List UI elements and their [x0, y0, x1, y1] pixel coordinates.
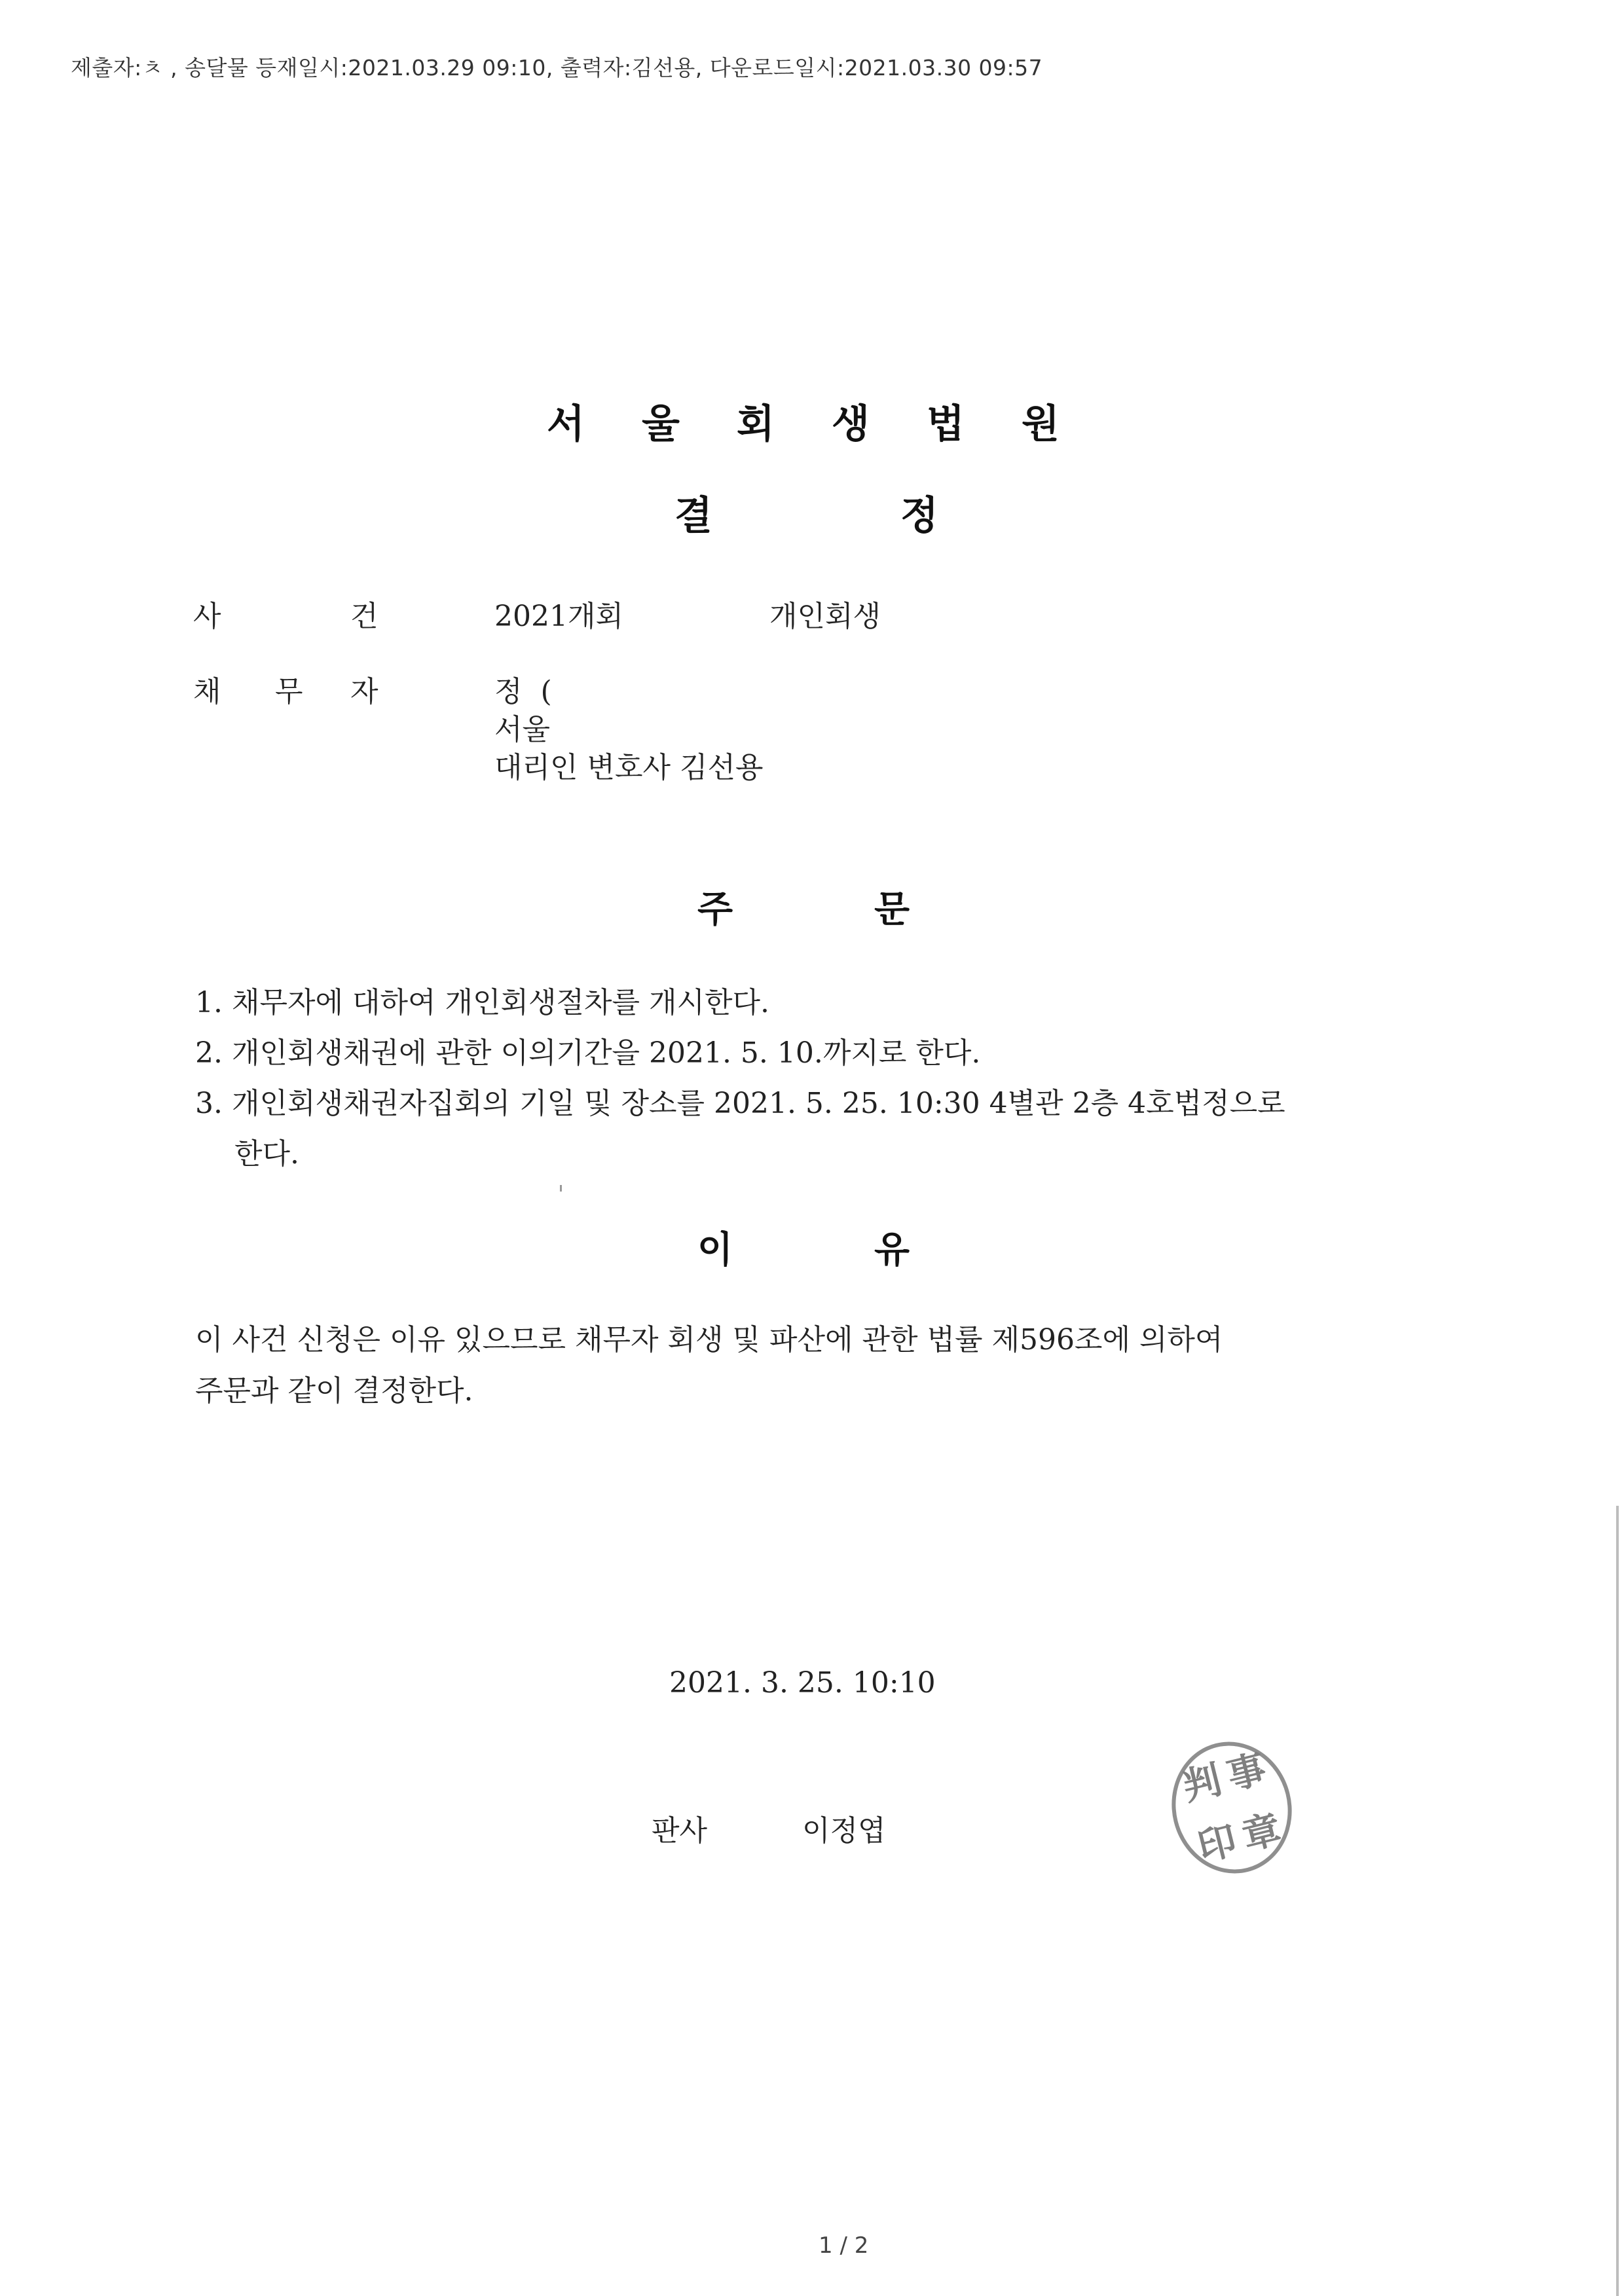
- order-item: 1. 채무자에 대하여 개인회생절차를 개시한다.: [195, 986, 769, 1019]
- seal-char: 印: [1193, 1817, 1241, 1870]
- seal-char: 事: [1223, 1745, 1270, 1798]
- reason-line: 주문과 같이 결정한다.: [195, 1374, 473, 1408]
- case-label-char: 건: [350, 600, 378, 633]
- doc-type-char: 결: [674, 493, 712, 539]
- debtor-label-char: 채: [193, 675, 221, 708]
- order-item-continuation: 한다.: [234, 1137, 299, 1171]
- court-name-char: 울: [642, 401, 680, 447]
- debtor-name: 정 (: [494, 675, 552, 708]
- reason-heading-char: 이: [697, 1229, 733, 1271]
- court-name-char: 원: [1022, 401, 1060, 447]
- page-number: 1 / 2: [819, 2232, 869, 2259]
- judge-seal-stamp: [1158, 1729, 1305, 1886]
- court-name-char: 생: [832, 401, 870, 447]
- order-heading-char: 문: [874, 888, 910, 931]
- order-item: 2. 개인회생채권에 관한 이의기간을 2021. 5. 10.까지로 한다.: [195, 1036, 981, 1070]
- case-number: 2021개회: [494, 600, 623, 633]
- case-type: 개인회생: [769, 600, 881, 633]
- case-label-char: 사: [193, 600, 221, 633]
- order-item: 3. 개인회생채권자집회의 기일 및 장소를 2021. 5. 25. 10:30 4별관 2층 4호법정으로: [195, 1087, 1285, 1120]
- reason-heading-char: 유: [874, 1229, 910, 1271]
- debtor-representative: 대리인 변호사 김선용: [494, 751, 764, 784]
- reason-line: 이 사건 신청은 이유 있으므로 채무자 회생 및 파산에 관한 법률 제596조에 의하여: [195, 1323, 1223, 1357]
- court-name-char: 회: [737, 401, 775, 447]
- judge-title: 판사: [652, 1814, 708, 1848]
- court-name-char: 법: [927, 401, 965, 447]
- debtor-address: 서울: [494, 713, 551, 746]
- court-name-char: 서: [547, 401, 585, 447]
- judge-name: 이정엽: [802, 1814, 886, 1848]
- scan-edge-line: [1616, 1506, 1619, 2296]
- doc-type-char: 정: [900, 493, 938, 539]
- seal-char: 章: [1238, 1806, 1285, 1859]
- order-heading-char: 주: [697, 888, 733, 931]
- document-header: 제출자:ㅊ , 송달물 등재일시:2021.03.29 09:10, 출력자:김선용, 다운로드일시:2021.03.30 09:57: [71, 55, 1043, 81]
- scan-speck: [560, 1185, 562, 1192]
- debtor-label-char: 자: [350, 675, 378, 708]
- seal-char: 判: [1178, 1757, 1226, 1810]
- debtor-label-char: 무: [275, 675, 303, 708]
- decision-date: 2021. 3. 25. 10:10: [669, 1666, 936, 1700]
